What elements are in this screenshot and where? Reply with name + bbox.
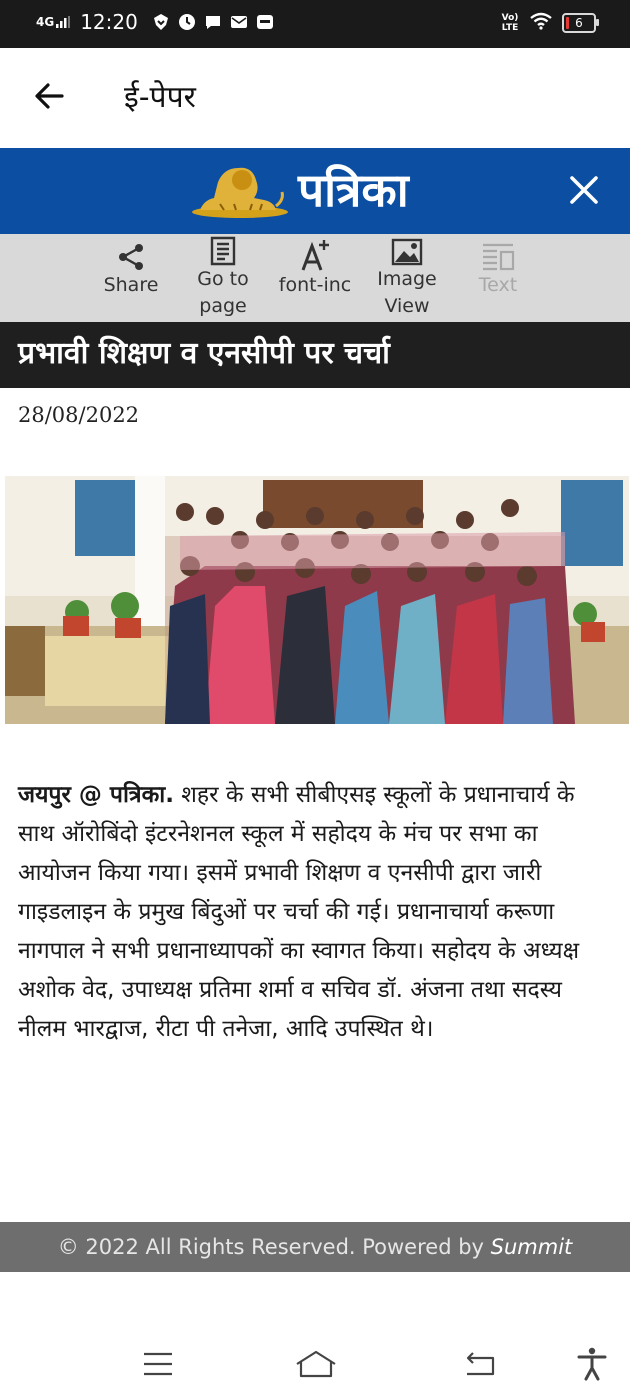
news-app-icon	[256, 13, 274, 31]
status-left	[36, 10, 274, 34]
circle-check-icon	[178, 13, 196, 31]
page-title: ई-पेपर	[124, 80, 196, 115]
system-nav-bar	[0, 1332, 630, 1400]
back-icon	[463, 1350, 497, 1378]
menu-icon	[142, 1351, 174, 1377]
share-label: Share	[103, 274, 159, 296]
article-photo[interactable]	[5, 476, 629, 724]
notification-icons	[152, 13, 274, 31]
article-headline: प्रभावी शिक्षण व एनसीपी पर चर्चा	[18, 336, 390, 371]
arrow-left-icon	[30, 76, 70, 116]
network-type: 4G	[36, 15, 55, 29]
article-text: शहर के सभी सीबीएसइ स्कूलों के प्रधानाचार्य के साथ ऑरोबिंदो इंटरनेशनल स्कूल में सहोदय के मंच पर सभा का आयोजन किया गया। इसमें प्रभावी शिक्षण व एनसीपी द्वारा जारी गाइडलाइन के प्रमुख बिंदुओं पर चर्चा की गई। प्रधानाचार्या करूणा नागपाल ने सभी प्रधानाध्यापकों का स्वागत किया। सहोदय के अध्यक्ष अशोक वेद, उपाध्यक्ष प्रतिमा शर्मा व सचिव डॉ. अंजना तथा सदस्य नीलम भारद्वाज, रीटा पी तनेजा, आदि उपस्थित थे।	[18, 782, 580, 1042]
group-photo-image	[5, 476, 629, 724]
lion-emblem-icon	[190, 160, 290, 222]
app-bar	[0, 48, 630, 148]
status-bar	[0, 0, 630, 48]
font-increase-label: font-inc	[278, 274, 352, 296]
image-view-button[interactable]	[368, 234, 446, 322]
text-icon	[481, 242, 515, 272]
volte-indicator: Vo) LTE	[501, 13, 519, 33]
footer	[0, 1222, 630, 1272]
accessibility-icon	[577, 1347, 607, 1381]
go-to-page-label: Go to page	[197, 268, 249, 317]
brand-bar	[0, 148, 630, 234]
article-dateline: जयपुर @ पत्रिका.	[18, 782, 174, 808]
menu-nav-button[interactable]	[138, 1346, 178, 1382]
home-nav-button[interactable]	[292, 1346, 340, 1382]
close-icon	[564, 170, 604, 210]
close-button[interactable]	[564, 170, 604, 210]
back-button[interactable]	[30, 76, 70, 116]
text-view-label: Text	[478, 274, 518, 296]
page-icon	[209, 236, 237, 266]
share-button[interactable]	[94, 234, 168, 322]
status-right	[500, 12, 596, 34]
wifi-icon	[530, 12, 552, 34]
article-body	[18, 776, 612, 1049]
font-increase-button[interactable]	[272, 234, 358, 322]
image-view-label: Image View	[377, 268, 437, 317]
accessibility-nav-button[interactable]	[572, 1346, 612, 1382]
clock: 12:20	[80, 10, 138, 34]
article-date: 28/08/2022	[18, 403, 140, 427]
back-nav-button[interactable]	[460, 1346, 500, 1382]
vpn-icon	[152, 13, 170, 31]
go-to-page-button[interactable]	[184, 234, 262, 322]
headline-bar	[0, 322, 630, 388]
text-view-button[interactable]	[466, 234, 530, 322]
battery-level: 6	[575, 16, 583, 30]
brand-logo-text: पत्रिका	[298, 163, 409, 217]
home-icon	[294, 1349, 338, 1379]
font-increase-icon	[300, 238, 330, 272]
powered-by-link[interactable]: Summit	[490, 1235, 573, 1259]
share-icon	[116, 242, 146, 272]
copyright-text: © 2022 All Rights Reserved. Powered by	[57, 1235, 491, 1259]
image-icon	[391, 238, 423, 266]
battery-fill	[566, 17, 569, 29]
mail-icon	[230, 13, 248, 31]
article-toolbar	[0, 234, 630, 322]
signal-icon	[56, 13, 70, 32]
chat-bubble-icon	[204, 13, 222, 31]
battery-indicator	[562, 13, 596, 33]
